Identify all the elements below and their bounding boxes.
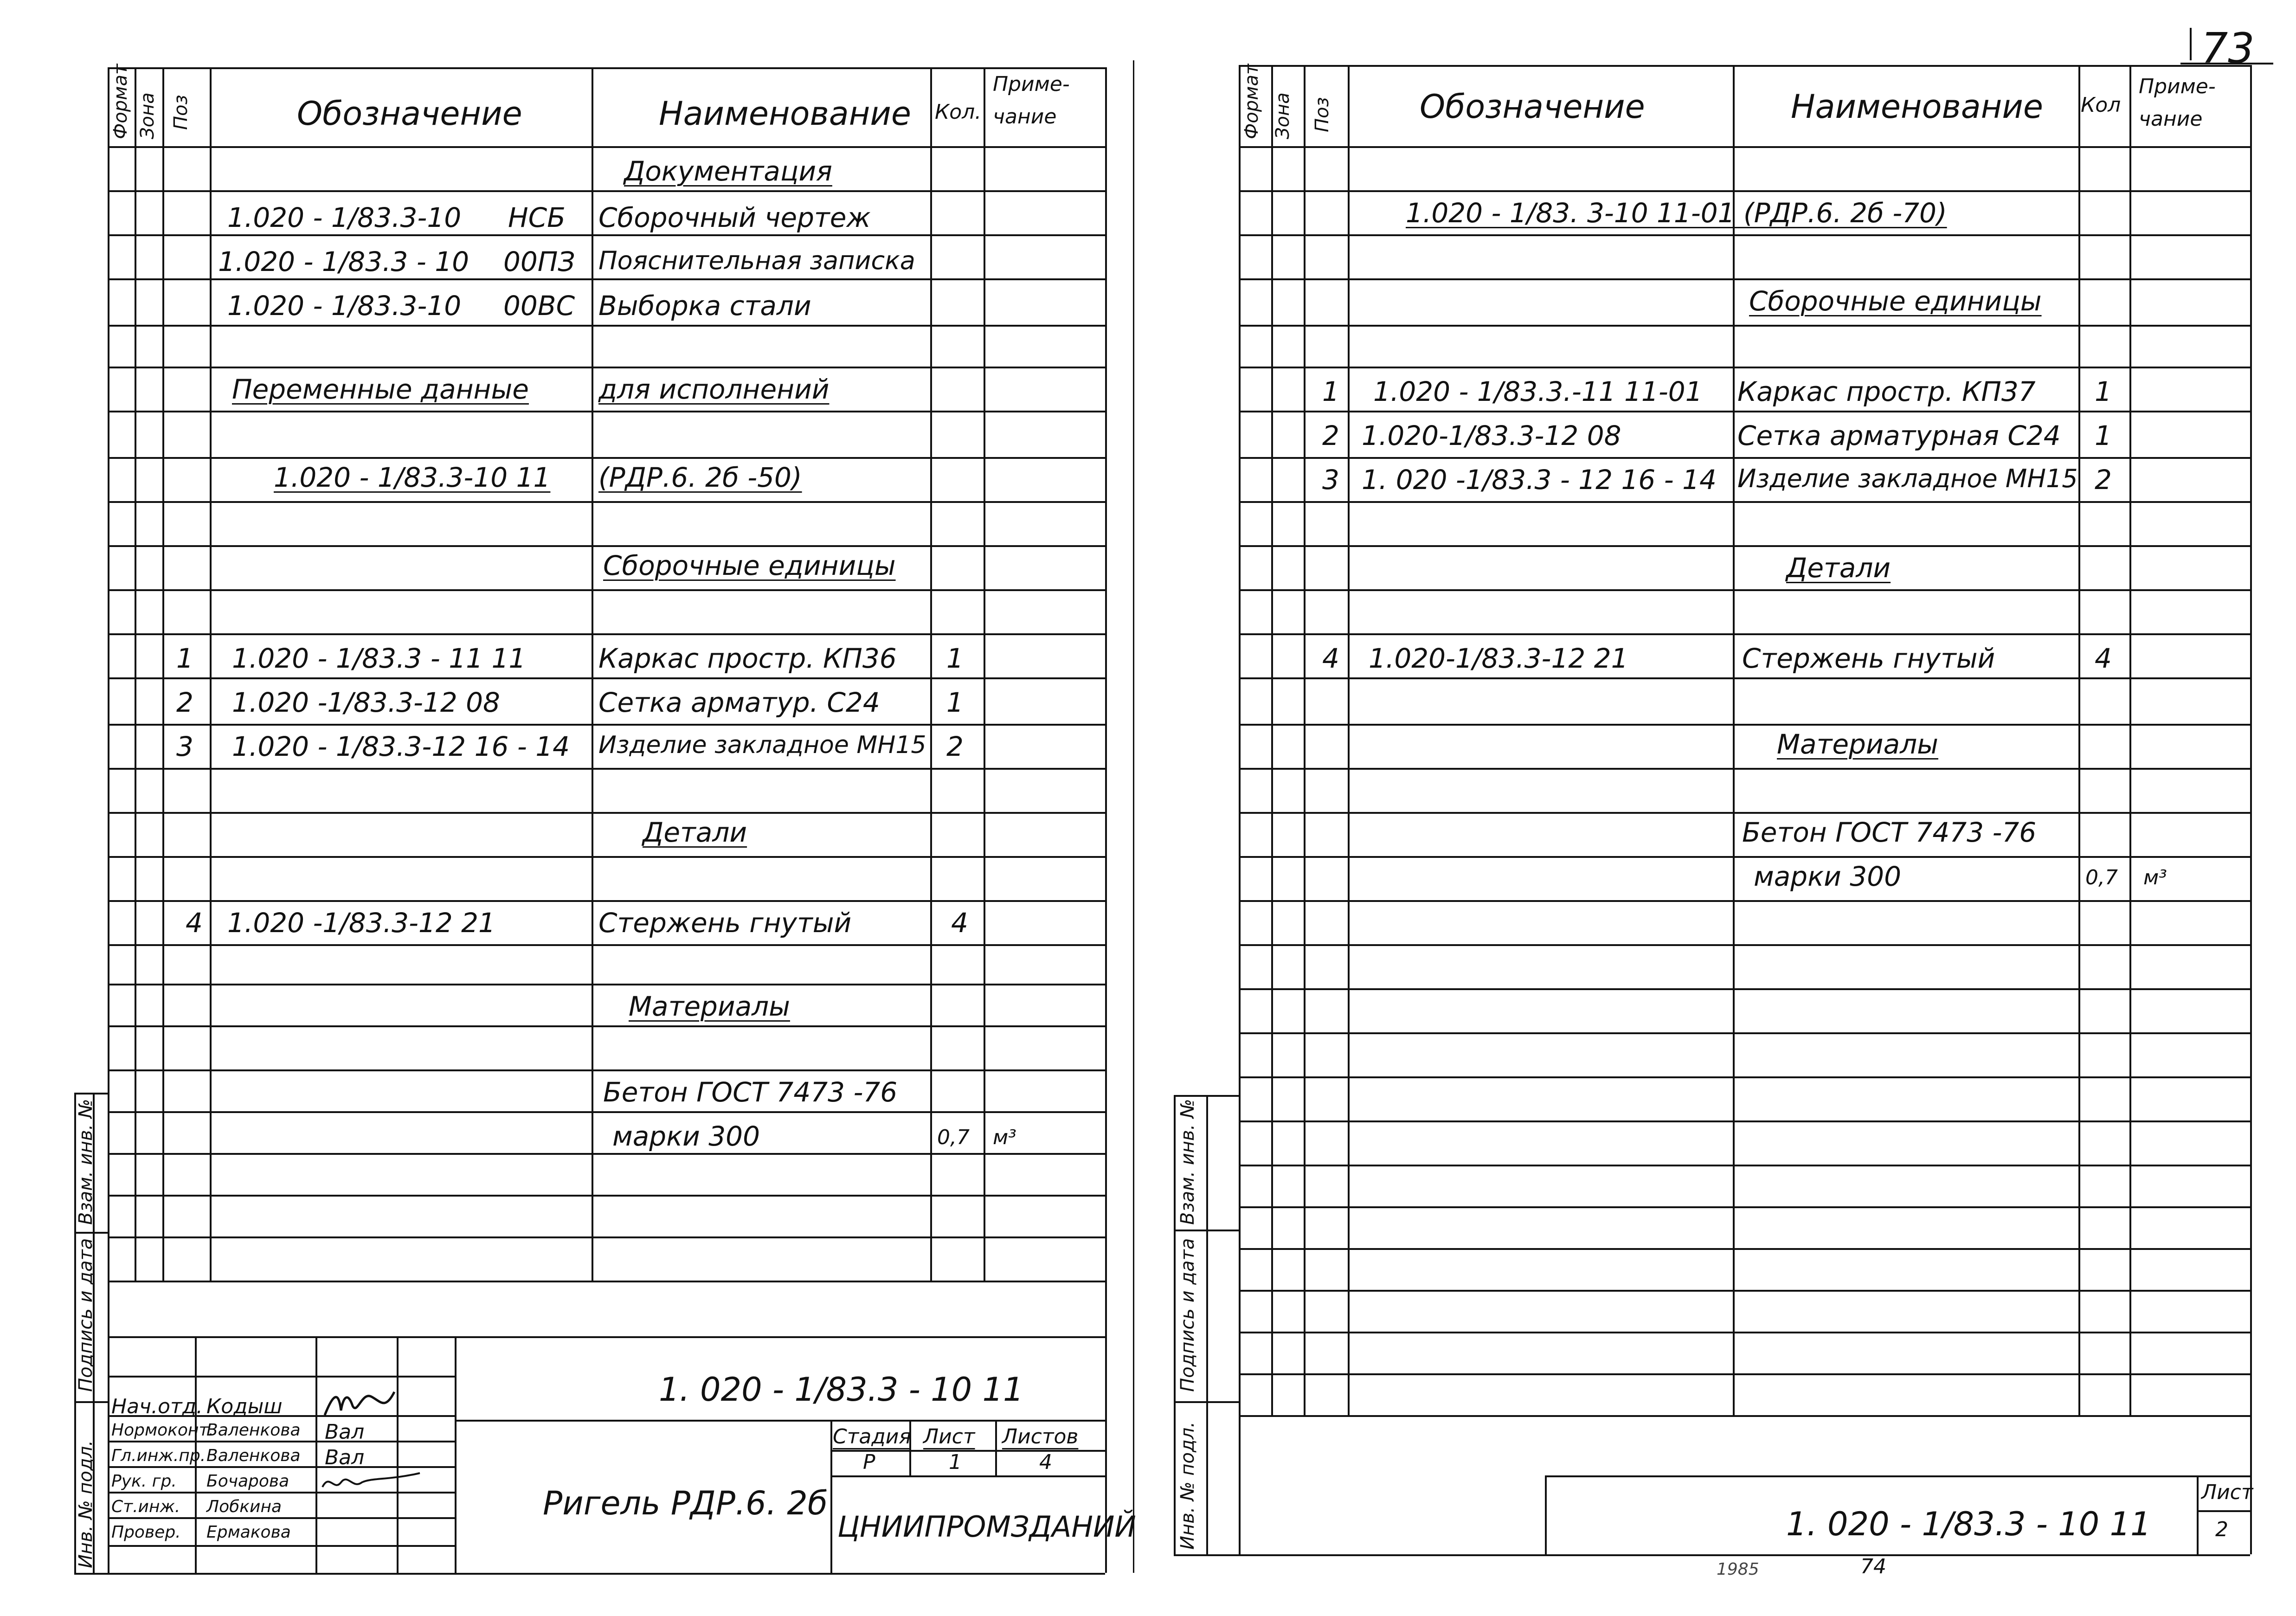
- left-header-note-1: Приме-: [993, 72, 1070, 96]
- left-row-line: [108, 501, 1105, 503]
- left-side-stamp: [74, 1093, 108, 1095]
- left-variant-name: (РДР.6. 2б -50): [598, 462, 802, 493]
- right-header-zone: Зона: [1272, 92, 1293, 139]
- left-tb-role: Рук. гр.: [111, 1472, 177, 1491]
- right-row-line: [1239, 1248, 2250, 1250]
- left-row-name: Сетка арматур. С24: [598, 687, 880, 718]
- left-row-designation: 1.020 -1/83.3-12 08: [232, 687, 500, 718]
- right-doc-code: 1. 020 - 1/83.3 - 10 11: [1786, 1505, 2151, 1543]
- left-row-designation: 1.020 -1/83.3-12 21: [227, 907, 495, 939]
- right-row-pos: 2: [1322, 420, 1339, 451]
- handwritten-signature: Вал: [325, 1446, 365, 1469]
- left-row-name: Стержень гнутый: [598, 907, 852, 939]
- right-row-line: [1239, 1076, 2250, 1078]
- left-title-block-top: [108, 1336, 1105, 1338]
- left-doc-code: 1. 020 - 1/83.3 - 10 11: [659, 1371, 1024, 1409]
- left-header-name: Наименование: [659, 95, 911, 133]
- left-row-designation: 1.020 - 1/83.3-12 16 - 14: [232, 731, 570, 762]
- footer-number: 74: [1860, 1555, 1886, 1578]
- left-row-line: [108, 724, 1105, 726]
- right-row-line: [1239, 768, 2250, 770]
- left-row-qty: 0,7: [937, 1126, 970, 1149]
- right-sheet-value: 2: [2215, 1518, 2228, 1541]
- left-stage-value: Р: [863, 1450, 875, 1474]
- left-row-pos: 3: [176, 731, 193, 762]
- left-row-name: Сборочный чертеж: [598, 202, 871, 233]
- right-row-line: [1239, 1165, 2250, 1166]
- left-title-block-mid: [455, 1420, 1105, 1422]
- left-row-designation: 1.020 - 1/83.3 - 11 11: [232, 643, 526, 674]
- left-row-line: [108, 545, 1105, 547]
- left-stage-label: Стадия: [833, 1425, 911, 1449]
- left-row-code: 00ВС: [503, 290, 575, 322]
- left-tb-row: [108, 1517, 455, 1519]
- right-col-note: [2129, 65, 2131, 1415]
- left-row-line: [108, 984, 1105, 985]
- left-section-materials: Материалы: [629, 991, 790, 1022]
- right-side-stamp: [1174, 1230, 1239, 1231]
- left-col-pos: [162, 67, 164, 1281]
- left-row-line: [108, 1025, 1105, 1027]
- right-row-line: [1239, 457, 2250, 459]
- left-tb-person: Бочарова: [206, 1472, 289, 1491]
- left-header-designation: Обозначение: [297, 95, 522, 133]
- left-row-name: Выборка стали: [598, 290, 811, 322]
- right-row-line: [1239, 190, 2250, 192]
- left-col-designation: [210, 67, 212, 1281]
- left-row-code: НСБ: [508, 202, 566, 233]
- right-row-line: [1239, 589, 2250, 591]
- right-row-qty: 2: [2095, 464, 2112, 496]
- right-variant-designation: 1.020 - 1/83. 3-10 11-01 (РДР.6. 2б -70): [1406, 197, 1947, 229]
- left-stage-row-2: [830, 1475, 1105, 1477]
- right-row-name: Каркас простр. КП37: [1737, 376, 2036, 407]
- right-header-qty: Кол: [2081, 93, 2121, 117]
- left-tb-person: Валенкова: [206, 1446, 301, 1465]
- left-tb-person: Лобкина: [206, 1497, 282, 1516]
- left-row-line: [108, 325, 1105, 327]
- right-row-designation: 1.020 - 1/83.3.-11 11-01: [1373, 376, 1703, 407]
- right-title-block-sheet-row: [2197, 1510, 2250, 1512]
- right-row-designation: 1.020-1/83.3-12 08: [1362, 420, 1621, 451]
- left-row-line: [108, 900, 1105, 902]
- right-header-bottom: [1239, 146, 2250, 148]
- left-row-name: Каркас простр. КП36: [598, 643, 897, 674]
- right-sheet-label: Лист: [2201, 1481, 2253, 1504]
- left-row-line: [108, 768, 1105, 770]
- left-row-line: [108, 944, 1105, 946]
- right-header-designation: Обозначение: [1420, 88, 1645, 126]
- right-row-line: [1239, 1373, 2250, 1375]
- left-row-line: [108, 856, 1105, 858]
- left-doc-title: Ригель РДР.6. 2б: [543, 1484, 828, 1522]
- right-row-pos: 3: [1322, 464, 1339, 496]
- right-side-label: Взам. инв. №: [1177, 1099, 1198, 1225]
- right-header-note-2: чание: [2139, 107, 2203, 131]
- left-row-line: [108, 278, 1105, 280]
- right-row-line: [1239, 234, 2250, 236]
- right-row-designation: 1. 020 -1/83.3 - 12 16 - 14: [1362, 464, 1717, 496]
- left-variant-designation: 1.020 - 1/83.3-10 11: [274, 462, 551, 493]
- right-row-line: [1239, 1206, 2250, 1208]
- left-sheet-label: Лист: [923, 1425, 975, 1449]
- left-row-line: [108, 1281, 1105, 1282]
- page-fold-line: [1133, 60, 1134, 1573]
- right-title-block-sheet-col: [2197, 1475, 2199, 1554]
- right-row-line: [1239, 545, 2250, 547]
- left-row-line: [108, 633, 1105, 635]
- right-row-line: [1239, 900, 2250, 902]
- handwritten-signature: [320, 1468, 422, 1496]
- left-tb-person: Кодыш: [206, 1395, 283, 1418]
- left-tb-role: Нормоконт.: [111, 1421, 214, 1440]
- left-tb-row: [108, 1545, 455, 1547]
- right-title-block-top: [1545, 1475, 2250, 1477]
- left-tb-role: Ст.инж.: [111, 1497, 180, 1516]
- left-row-line: [108, 367, 1105, 368]
- right-row-line: [1239, 724, 2250, 726]
- left-row-pos: 4: [186, 907, 203, 939]
- left-organization: ЦНИИПРОМЗДАНИЙ: [837, 1510, 1136, 1544]
- left-col-note: [984, 67, 985, 1281]
- right-section-details: Детали: [1786, 552, 1891, 584]
- right-row-note: м³: [2143, 866, 2167, 889]
- left-variable-data-suffix: для исполнений: [598, 373, 830, 405]
- page-number: 73: [2201, 24, 2255, 73]
- left-title-block-col: [315, 1336, 317, 1573]
- left-row-pos: 2: [176, 687, 193, 718]
- right-row-line: [1239, 988, 2250, 990]
- left-title-block-col: [397, 1336, 399, 1573]
- right-col-qty: [2078, 65, 2080, 1415]
- left-section-details: Детали: [643, 817, 747, 848]
- left-tb-row: [108, 1466, 455, 1468]
- left-row-code: 00ПЗ: [503, 246, 575, 277]
- right-row-line: [1239, 1290, 2250, 1292]
- right-col-pos: [1304, 65, 1306, 1415]
- right-header-name: Наименование: [1791, 88, 2043, 126]
- left-tb-person: Ермакова: [206, 1523, 291, 1542]
- left-row-name: Бетон ГОСТ 7473 -76: [603, 1076, 898, 1108]
- right-row-line: [1239, 944, 2250, 946]
- left-frame-left: [108, 67, 109, 1573]
- page-number-underline: [2180, 63, 2273, 64]
- left-row-line: [108, 812, 1105, 814]
- right-row-line: [1239, 812, 2250, 814]
- left-row-line: [108, 411, 1105, 412]
- right-row-qty: 1: [2095, 376, 2112, 407]
- right-row-qty: 0,7: [2085, 866, 2118, 889]
- left-sheets-value: 4: [1039, 1450, 1052, 1474]
- right-row-line: [1239, 633, 2250, 635]
- left-row-qty: 1: [946, 643, 964, 674]
- right-row-line: [1239, 677, 2250, 679]
- right-frame-left: [1239, 65, 1241, 1554]
- right-side-label: Подпись и дата: [1177, 1238, 1198, 1392]
- left-header-pos: Поз: [170, 95, 192, 130]
- right-col-designation: [1348, 65, 1350, 1415]
- right-section-assemblies: Сборочные единицы: [1749, 285, 2042, 317]
- handwritten-signature: Вал: [325, 1420, 365, 1444]
- left-side-label: Инв. № подл.: [75, 1440, 96, 1568]
- left-row-designation: 1.020 - 1/83.3 - 10: [218, 246, 469, 277]
- right-row-line: [1239, 856, 2250, 858]
- right-side-stamp: [1174, 1095, 1176, 1554]
- left-row-name: Пояснительная записка: [598, 246, 915, 275]
- left-tb-role: Гл.инж.пр.: [111, 1446, 206, 1465]
- left-row-designation: 1.020 - 1/83.3-10: [227, 290, 462, 322]
- right-section-materials: Материалы: [1777, 728, 1938, 760]
- right-col-name: [1733, 65, 1735, 1415]
- left-header-note-2: чание: [993, 105, 1057, 129]
- left-frame-right: [1105, 67, 1107, 1573]
- left-row-qty: 4: [951, 907, 968, 939]
- left-header-format: Формат: [110, 64, 131, 139]
- left-tb-row: [108, 1441, 455, 1442]
- right-row-line: [1239, 278, 2250, 280]
- left-side-stamp: [74, 1401, 108, 1403]
- right-header-pos: Поз: [1312, 97, 1333, 132]
- right-row-qty: 1: [2095, 420, 2112, 451]
- right-title-block-left: [1545, 1475, 1547, 1554]
- footer-stamp: 1985: [1717, 1560, 1759, 1579]
- left-col-name: [592, 67, 593, 1281]
- left-row-line: [108, 1236, 1105, 1238]
- left-title-block-divider: [455, 1336, 457, 1573]
- right-row-name: марки 300: [1754, 861, 1901, 892]
- right-row-line: [1239, 325, 2250, 327]
- left-sheet-value: 1: [949, 1450, 962, 1474]
- left-header-bottom: [108, 146, 1105, 148]
- right-row-line: [1239, 1332, 2250, 1333]
- left-row-designation: 1.020 - 1/83.3-10: [227, 202, 462, 233]
- left-row-line: [108, 1153, 1105, 1155]
- right-row-line: [1239, 1415, 2250, 1417]
- left-row-qty: 1: [946, 687, 964, 718]
- left-side-label: Взам. инв. №: [75, 1099, 96, 1225]
- left-section-assemblies: Сборочные единицы: [603, 550, 896, 581]
- right-row-qty: 4: [2095, 643, 2112, 674]
- right-row-line: [1239, 367, 2250, 368]
- left-section-documentation: Документация: [624, 155, 832, 187]
- right-side-stamp: [1174, 1401, 1239, 1403]
- left-row-line: [108, 190, 1105, 192]
- right-side-stamp: [1206, 1095, 1208, 1554]
- right-header-format: Формат: [1241, 64, 1262, 139]
- right-row-name: Изделие закладное МН15: [1737, 464, 2078, 493]
- left-row-pos: 1: [176, 643, 193, 674]
- right-side-stamp: [1174, 1095, 1239, 1097]
- left-row-line: [108, 1069, 1105, 1071]
- left-tb-role: Провер.: [111, 1523, 181, 1542]
- right-frame-right: [2250, 65, 2252, 1554]
- left-row-note: м³: [993, 1126, 1016, 1149]
- right-col-zone: [1271, 65, 1273, 1415]
- page-number-tick: [2190, 28, 2192, 60]
- left-row-name: Изделие закладное МН15: [598, 731, 926, 759]
- right-row-line: [1239, 501, 2250, 503]
- left-col-qty: [930, 67, 932, 1281]
- left-variable-data-label: Переменные данные: [232, 373, 529, 405]
- left-tb-person: Валенкова: [206, 1421, 301, 1440]
- right-row-line: [1239, 1032, 2250, 1034]
- left-tb-row: [108, 1376, 455, 1378]
- left-row-line: [108, 234, 1105, 236]
- right-row-name: Стержень гнутый: [1742, 643, 1995, 674]
- left-row-line: [108, 457, 1105, 459]
- left-header-qty: Кол.: [935, 100, 982, 124]
- left-stage-col: [995, 1420, 997, 1475]
- left-side-stamp: [74, 1232, 108, 1234]
- right-row-designation: 1.020-1/83.3-12 21: [1369, 643, 1628, 674]
- right-header-note-1: Приме-: [2139, 75, 2216, 98]
- right-frame-top: [1239, 65, 2250, 67]
- left-row-line: [108, 677, 1105, 679]
- left-title-block-col: [830, 1420, 832, 1573]
- handwritten-signature: [320, 1383, 399, 1424]
- left-col-zone: [135, 67, 136, 1281]
- right-row-name: Сетка арматурная С24: [1737, 420, 2061, 451]
- left-row-line: [108, 1195, 1105, 1197]
- left-header-zone: Зона: [137, 92, 158, 139]
- left-row-qty: 2: [946, 731, 964, 762]
- right-side-label: Инв. № подл.: [1177, 1422, 1198, 1550]
- right-row-pos: 4: [1322, 643, 1339, 674]
- left-row-line: [108, 1111, 1105, 1113]
- right-frame-bottom: [1174, 1554, 2250, 1556]
- left-frame-top: [108, 67, 1105, 69]
- right-row-line: [1239, 1120, 2250, 1122]
- left-frame-bottom: [74, 1573, 1105, 1575]
- right-row-pos: 1: [1322, 376, 1339, 407]
- left-side-label: Подпись и дата: [75, 1238, 96, 1392]
- right-row-name: Бетон ГОСТ 7473 -76: [1742, 817, 2037, 848]
- right-row-line: [1239, 411, 2250, 412]
- left-row-name: марки 300: [612, 1120, 760, 1152]
- left-row-line: [108, 589, 1105, 591]
- left-sheets-label: Листов: [1002, 1425, 1079, 1449]
- left-tb-role: Нач.отд.: [111, 1395, 203, 1418]
